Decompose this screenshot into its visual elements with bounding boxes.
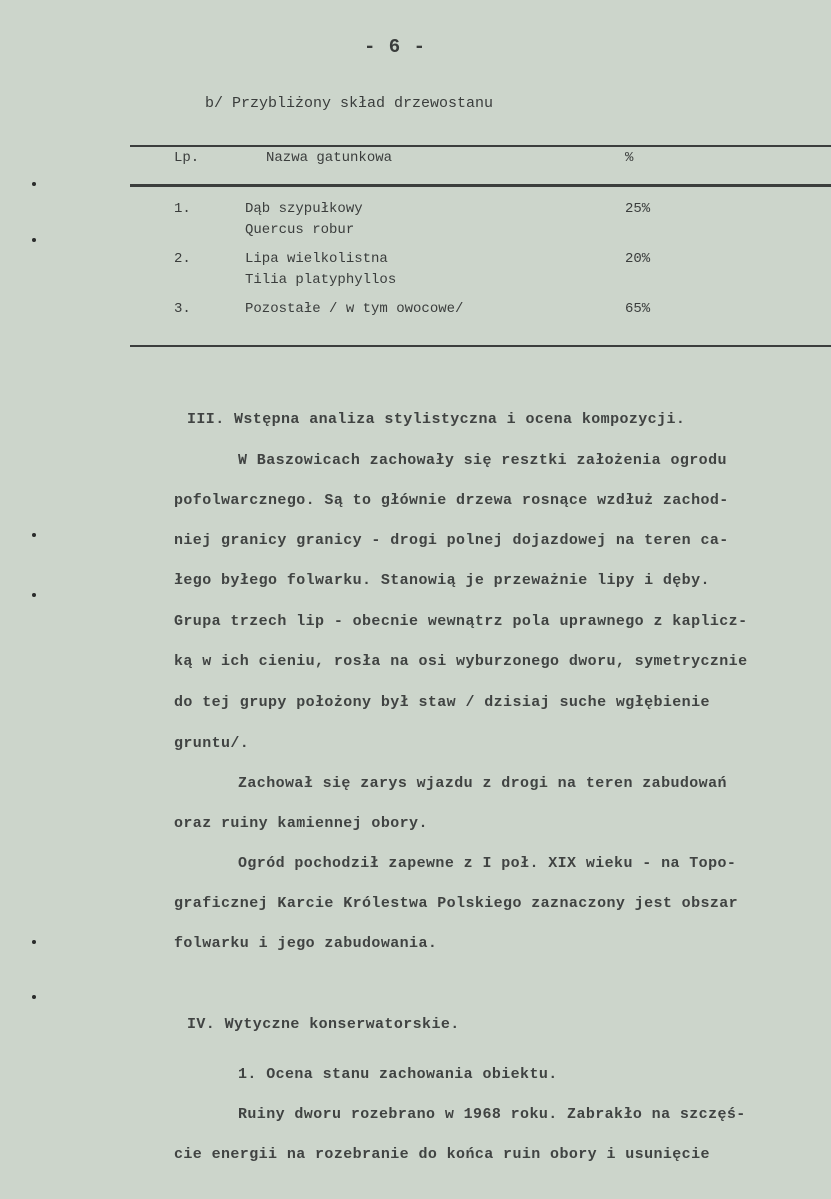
section-4-subheading: 1. Ocena stanu zachowania obiektu. (238, 1066, 558, 1083)
margin-speck (32, 995, 36, 999)
table-row-percent: 20% (625, 251, 651, 267)
paragraph-line: do tej grupy położony był staw / dzisiaj suche wgłębienie (174, 694, 710, 711)
table-row-name: Lipa wielkolistna (245, 251, 388, 267)
table-row-percent: 25% (625, 201, 651, 217)
paragraph-line: W Baszowicach zachowały się resztki założenia ogrodu (238, 452, 727, 469)
table-row-percent: 65% (625, 301, 651, 317)
table-row-latin: Tilia platyphyllos (245, 272, 397, 288)
margin-speck (32, 182, 36, 186)
table-header-percent: % (625, 150, 634, 166)
paragraph-line: Grupa trzech lip - obecnie wewnątrz pola uprawnego z kaplicz- (174, 613, 748, 630)
paragraph-line: pofolwarcznego. Są to głównie drzewa rosnące wzdłuż zachod- (174, 492, 729, 509)
paragraph-line: ką w ich cieniu, rosła na osi wyburzonego dworu, symetrycznie (174, 653, 748, 670)
paragraph-line: niej granicy granicy - drogi polnej dojazdowej na teren ca- (174, 532, 729, 549)
paragraph-line: cie energii na rozebranie do końca ruin obory i usunięcie (174, 1146, 710, 1163)
paragraph-line: oraz ruiny kamiennej obory. (174, 815, 428, 832)
table-row-latin: Quercus robur (245, 222, 355, 238)
paragraph-line: Zachował się zarys wjazdu z drogi na teren zabudowań (238, 775, 727, 792)
paragraph-line: gruntu/. (174, 735, 250, 752)
paragraph-line: folwarku i jego zabudowania. (174, 935, 438, 952)
section-b-heading: b/ Przybliżony skład drzewostanu (205, 95, 494, 112)
margin-speck (32, 940, 36, 944)
margin-speck (32, 593, 36, 597)
table-header-name: Nazwa gatunkowa (266, 150, 393, 166)
margin-speck (32, 238, 36, 242)
paragraph-line: Ruiny dworu rozebrano w 1968 roku. Zabrakło na szczęś- (238, 1106, 746, 1123)
table-row-name: Pozostałe / w tym owocowe/ (245, 301, 464, 317)
table-row-lp: 3. (174, 301, 191, 317)
section-3-heading: III. Wstępna analiza stylistyczna i ocena kompozycji. (187, 411, 686, 428)
table-bottom-rule (130, 345, 831, 347)
table-row-lp: 1. (174, 201, 191, 217)
table-row-name: Dąb szypułkowy (245, 201, 363, 217)
table-row-lp: 2. (174, 251, 191, 267)
paragraph-line: graficznej Karcie Królestwa Polskiego zaznaczony jest obszar (174, 895, 739, 912)
section-4-heading: IV. Wytyczne konserwatorskie. (187, 1016, 460, 1033)
paragraph-line: łego byłego folwarku. Stanowią je przeważnie lipy i dęby. (174, 572, 710, 589)
table-top-rule (130, 145, 831, 147)
page-number: - 6 - (364, 36, 427, 58)
table-header-rule (130, 184, 831, 187)
table-header-lp: Lp. (174, 150, 200, 166)
margin-speck (32, 533, 36, 537)
paragraph-line: Ogród pochodził zapewne z I poł. XIX wieku - na Topo- (238, 855, 737, 872)
